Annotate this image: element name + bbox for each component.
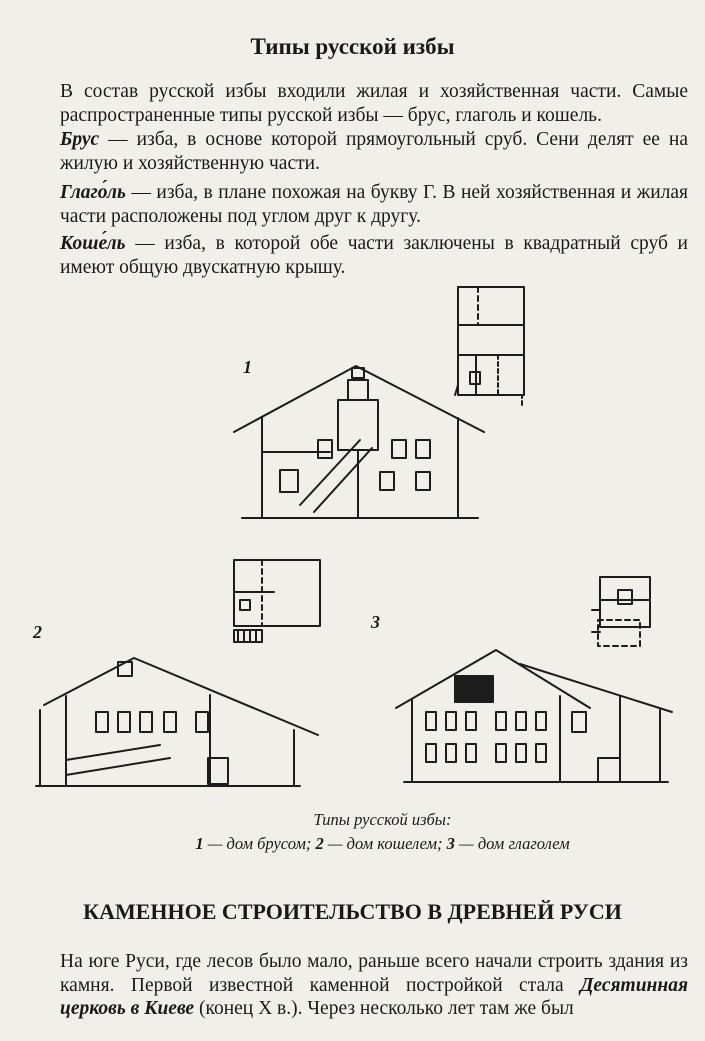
floor-plan-glagol	[592, 577, 650, 646]
caption-num-2: 2	[315, 834, 324, 853]
house-koshel	[36, 658, 318, 786]
caption-text-3: — дом глаголем	[454, 834, 570, 853]
floor-plan-brus	[455, 287, 524, 405]
floor-plan-koshel	[234, 560, 320, 642]
house-glagol	[396, 650, 672, 782]
section2-paragraph	[60, 950, 688, 1021]
intro-text: В состав русской избы входили жилая и хозяйственная части. Самые распространенные типы русской избы — брус, глаголь и кошель.	[60, 81, 688, 126]
page-title: Типы русской избы	[250, 34, 455, 59]
figure-label-2: 2	[33, 622, 42, 642]
brus-text: — изба, в основе которой прямоугольный сруб. Сени делят ее на жилую и хозяйственную части.	[60, 129, 688, 174]
house-brus	[234, 366, 484, 518]
figure-label-3: 3	[371, 612, 380, 632]
glagol-text: — изба, в плане похожая на букву Г. В ней хозяйственная и жилая части расположены под углом друг к другу.	[60, 182, 688, 227]
caption-num-1: 1	[195, 834, 204, 853]
figure-caption-legend	[0, 834, 705, 854]
glagol-term: Глаго́ль	[60, 182, 126, 203]
caption-num-3: 3	[446, 834, 455, 853]
section2-term: Десятинная церковь в Киеве	[60, 974, 688, 1019]
section2-text-b: (конец X в.). Через несколько лет там же был	[194, 998, 574, 1019]
section2-text-a: На юге Руси, где лесов было мало, раньше всего начали строить здания из камня. Первой известной каменной постройкой стала	[60, 951, 688, 996]
section-heading: КАМЕННОЕ СТРОИТЕЛЬСТВО В ДРЕВНЕЙ РУСИ	[83, 899, 622, 924]
figure-label-1: 1	[243, 357, 252, 377]
caption-text-1: — дом брусом;	[203, 834, 316, 853]
figure-caption-title: Типы русской избы:	[313, 810, 452, 829]
brus-term: Брус	[60, 129, 100, 150]
caption-text-2: — дом кошелем;	[323, 834, 447, 853]
koshel-term: Коше́ль	[60, 233, 126, 254]
koshel-text: — изба, в которой обе части заключены в квадратный сруб и имеют общую двускатную крышу.	[60, 233, 688, 278]
